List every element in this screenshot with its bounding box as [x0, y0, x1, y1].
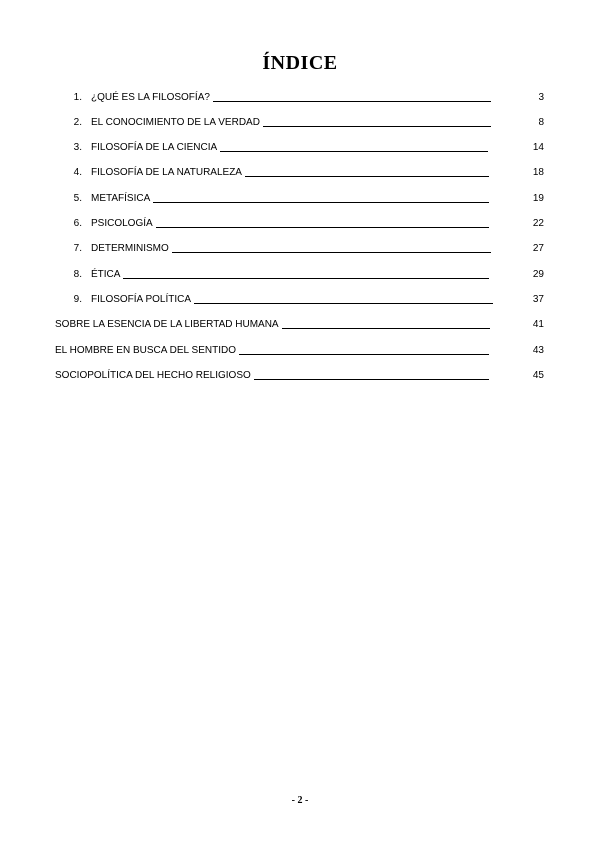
page-number-footer: - 2 - — [291, 795, 309, 806]
toc-entry-page: 37 — [532, 294, 544, 305]
toc-leader-line — [156, 227, 489, 228]
toc-entry-label: ÉTICA — [91, 269, 121, 280]
toc-leader-line — [263, 126, 491, 127]
toc-entry-page: 3 — [538, 92, 544, 103]
toc-leader-line — [239, 354, 489, 355]
toc-entry-label: DETERMINISMO — [91, 243, 169, 254]
toc-entry-page: 43 — [532, 345, 544, 356]
toc-entry-label: ¿QUÉ ES LA FILOSOFÍA? — [91, 92, 210, 103]
toc-leader-line — [213, 101, 491, 102]
toc-entry-label: FILOSOFÍA DE LA NATURALEZA — [91, 167, 242, 178]
toc-entry[interactable] — [0, 343, 600, 359]
toc-entry-label: EL CONOCIMIENTO DE LA VERDAD — [91, 117, 260, 128]
toc-entry-number: 9. — [73, 294, 82, 305]
toc-entry-label: METAFÍSICA — [91, 193, 151, 204]
toc-leader-line — [172, 252, 491, 253]
toc-entry-label: FILOSOFÍA DE LA CIENCIA — [91, 142, 218, 153]
toc-entry[interactable] — [0, 292, 600, 308]
toc-entry[interactable] — [0, 317, 600, 333]
toc-leader-line — [245, 176, 489, 177]
toc-entry[interactable] — [0, 267, 600, 283]
toc-entry-number: 7. — [73, 243, 82, 254]
toc-entry-label: SOBRE LA ESENCIA DE LA LIBERTAD HUMANA — [55, 319, 279, 330]
toc-entry-page: 19 — [532, 193, 544, 204]
toc-leader-line — [194, 303, 493, 304]
toc-entry-label: EL HOMBRE EN BUSCA DEL SENTIDO — [55, 345, 236, 356]
toc-entry-page: 22 — [532, 218, 544, 229]
toc-entry-number: 5. — [73, 193, 82, 204]
toc-entry-number: 4. — [73, 167, 82, 178]
toc-entry-label: FILOSOFÍA POLÍTICA — [91, 294, 192, 305]
toc-entry-page: 27 — [532, 243, 544, 254]
toc-entry[interactable] — [0, 140, 600, 156]
toc-entry-page: 14 — [532, 142, 544, 153]
toc-entry[interactable] — [0, 90, 600, 106]
toc-entry[interactable] — [0, 241, 600, 257]
toc-entry-number: 1. — [73, 92, 82, 103]
toc-entry-page: 45 — [532, 370, 544, 381]
toc-entry-number: 6. — [73, 218, 82, 229]
toc-leader-line — [153, 202, 489, 203]
toc-leader-line — [254, 379, 489, 380]
page-title: ÍNDICE — [262, 52, 338, 74]
toc-entry[interactable] — [0, 115, 600, 131]
toc-leader-line — [282, 328, 490, 329]
toc-entry[interactable] — [0, 368, 600, 384]
toc-entry-page: 18 — [532, 167, 544, 178]
toc-entry[interactable] — [0, 165, 600, 181]
toc-leader-line — [220, 151, 488, 152]
toc-entry[interactable] — [0, 191, 600, 207]
toc-leader-line — [123, 278, 489, 279]
toc-entry-number: 8. — [73, 269, 82, 280]
toc-entry-number: 3. — [73, 142, 82, 153]
toc-entry-page: 29 — [532, 269, 544, 280]
toc-entry-label: PSICOLOGÍA — [91, 218, 153, 229]
toc-entry[interactable] — [0, 216, 600, 232]
toc-entry-page: 8 — [538, 117, 544, 128]
toc-entry-number: 2. — [73, 117, 82, 128]
toc-entry-label: SOCIOPOLÍTICA DEL HECHO RELIGIOSO — [55, 370, 251, 381]
toc-entry-page: 41 — [532, 319, 544, 330]
